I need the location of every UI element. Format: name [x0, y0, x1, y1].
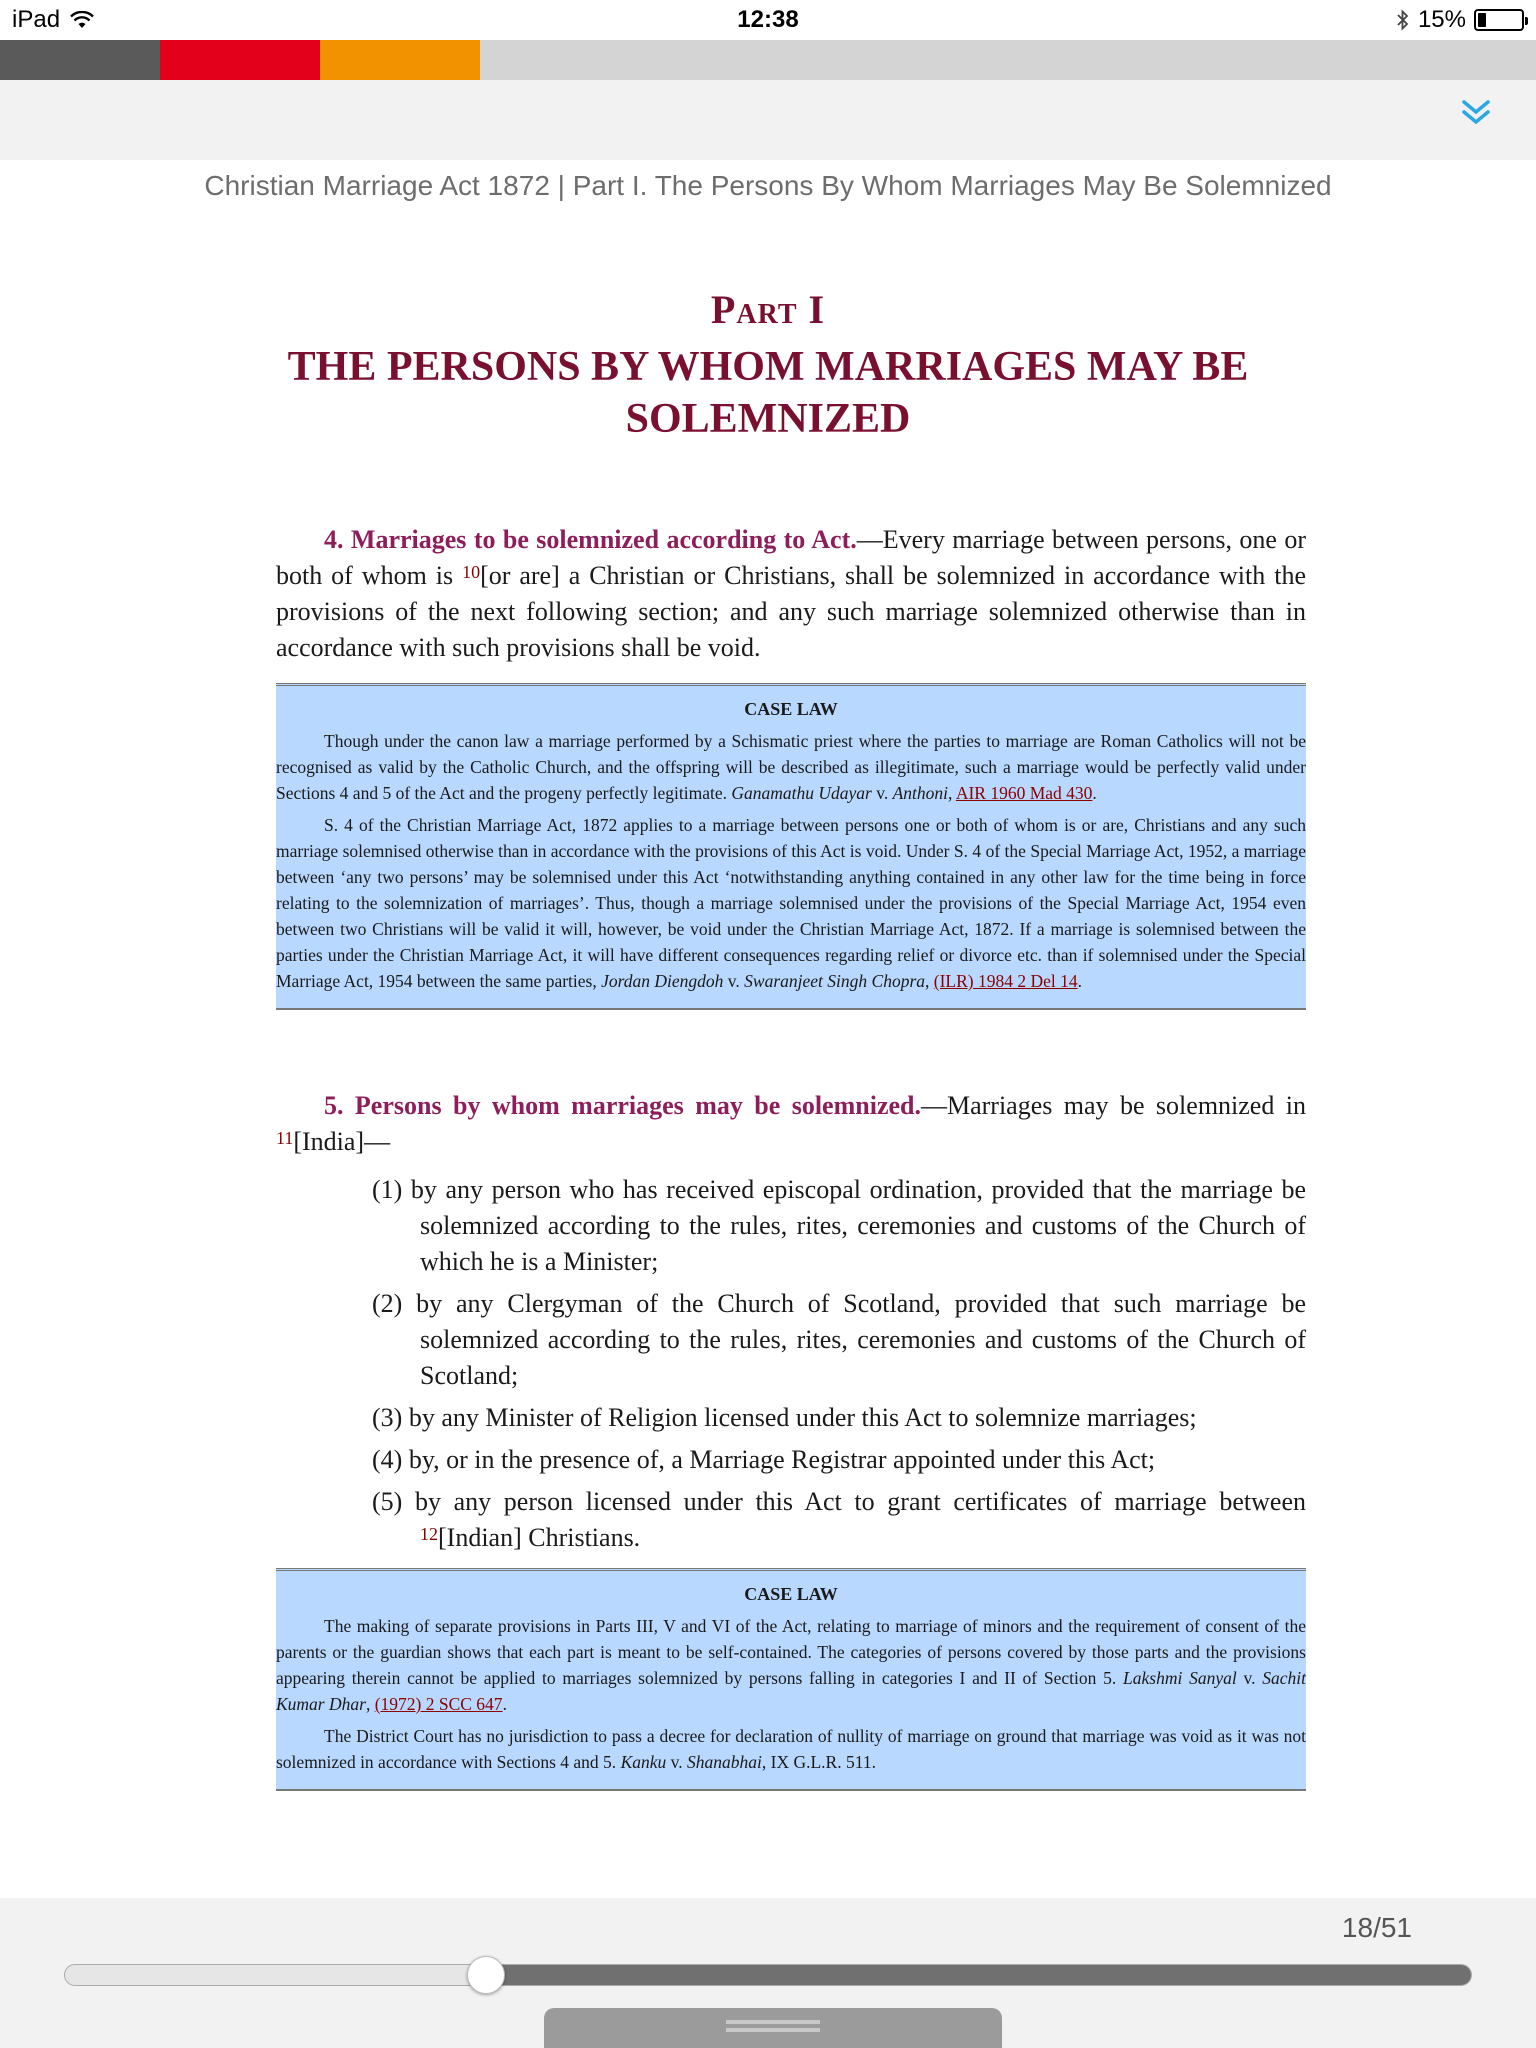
part-heading: THE PERSONS BY WHOM MARRIAGES MAY BE SOLEMNIZED — [287, 344, 1249, 442]
section-5-text-a: —Marriages may be solemnized in — [920, 1091, 1306, 1120]
color-tab[interactable] — [320, 40, 480, 80]
case-versus: v. — [666, 1752, 688, 1772]
battery-percent: 15% — [1417, 6, 1466, 33]
list-item: (3) by any Minister of Religion licensed under this Act to solemnize marriages; — [372, 1403, 1197, 1432]
case-party: Jordan Diengdoh — [601, 971, 724, 991]
bluetooth-icon — [1396, 9, 1410, 31]
case-law-box — [276, 683, 1306, 1010]
footnote-ref[interactable]: 11 — [276, 1128, 294, 1148]
footnote-ref[interactable]: 10 — [462, 562, 481, 582]
case-law-paragraph — [276, 728, 1306, 806]
list-item-text: (5) by any person licensed under this Act to grant certificates of marriage between — [372, 1487, 1306, 1516]
section-5 — [276, 1088, 1306, 1160]
page-slider-thumb[interactable] — [467, 1956, 505, 1994]
section-5-heading: 5. Persons by whom marriages may be solemnized. — [324, 1091, 921, 1120]
case-sep: , — [365, 1694, 375, 1714]
list-item — [372, 1484, 1306, 1556]
case-party: Swaranjeet Singh Chopra — [744, 971, 926, 991]
citation-link[interactable]: (1972) 2 SCC 647 — [374, 1694, 503, 1714]
list-item: (4) by, or in the presence of, a Marriage Registrar appointed under this Act; — [372, 1445, 1156, 1474]
section-4-text-a: —Every marriage between persons, one or both of whom is — [276, 525, 1307, 590]
reader-toolbar — [0, 80, 1536, 160]
color-tab[interactable] — [0, 40, 160, 80]
double-chevron-down-icon[interactable] — [1454, 90, 1498, 134]
list-item: (2) by any Clergyman of the Church of Scotland, provided that such marriage be solemnized according to the rules, rites, ceremonies and customs of the Church of Scotland; — [372, 1289, 1306, 1390]
drawer-handle[interactable] — [544, 2008, 1002, 2048]
case-party: Shanabhai — [687, 1752, 762, 1772]
color-tab[interactable] — [160, 40, 320, 80]
list-item: (1) by any person who has received episcopal ordination, provided that the marriage be solemnized according to the rules, rites, ceremonies and customs of the Church of which he is a Minister; — [372, 1175, 1306, 1276]
battery-icon — [1474, 9, 1524, 31]
case-text: S. 4 of the Christian Marriage Act, 1872 applies to a marriage between persons one or both of whom is or are, Christians and any such marriage solemnised otherwise than in accordance with the provisions of this Act is void. Under S. 4 of the Special Marriage Act, 1952, a marriage between ‘any two persons’ may be solemnised under this Act ‘notwithstanding anything contained in any other law for the time being in force relating to the solemnization of marriages’. Thus, though a marriage solemnised under the provisions of the Special Marriage Act, 1954 even between two Christians will be valid it will, however, be void under the Christian Marriage Act, 1872. If a marriage is solemnised between the parties under the Christian Marriage Act, it will have different consequences regarding relief or divorce etc. than if solemnised under the Special Marriage Act, 1954 between the same parties, — [276, 815, 1306, 991]
case-law-paragraph — [276, 1613, 1306, 1717]
running-header: Christian Marriage Act 1872 | Part I. The Persons By Whom Marriages May Be Solemnized — [204, 170, 1332, 201]
case-party: Ganamathu Udayar — [731, 783, 872, 803]
page-slider-track[interactable] — [64, 1964, 1472, 1986]
case-party: Sachit Kumar Dhar — [276, 1668, 1306, 1714]
clock: 12:38 — [737, 6, 799, 33]
case-law-title: CASE LAW — [744, 1584, 838, 1604]
case-versus: v. — [1236, 1668, 1263, 1688]
case-versus: v. — [723, 971, 745, 991]
part-title — [0, 286, 1536, 445]
case-text: The making of separate provisions in Parts III, V and VI of the Act, relating to marriage of minors and the requirement of consent of the parents or the guardian shows that each part is meant to be self-contained. The categories of persons covered by those parts and the provisions appearing therein cannot be applied to marriages solemnized by persons falling in categories I and II of Section 5. — [276, 1616, 1306, 1688]
section-4 — [276, 522, 1306, 666]
part-label: Part I — [710, 287, 826, 332]
case-end: . — [1077, 971, 1083, 991]
section-5-list — [372, 1172, 1306, 1562]
section-5-text-b: [India]— — [293, 1127, 391, 1156]
list-item-text: [Indian] Christians. — [438, 1523, 641, 1552]
device-label: iPad — [12, 6, 61, 33]
case-end: . — [502, 1694, 507, 1714]
case-party: Kanku — [620, 1752, 667, 1772]
section-4-text-b: [or are] a Christian or Christians, shall be solemnized in accordance with the provisions of the next following section; and any such marriage solemnized otherwise than in accordance with such provisions shall be void. — [276, 561, 1306, 662]
status-bar — [0, 0, 1536, 40]
case-end: . — [1092, 783, 1097, 803]
case-law-box — [276, 1568, 1306, 1791]
case-end: , IX G.L.R. 511. — [761, 1752, 876, 1772]
case-versus: v. — [871, 783, 893, 803]
case-law-paragraph — [276, 812, 1306, 994]
case-text: The District Court has no jurisdiction to pass a decree for declaration of nullity of marriage on ground that marriage was void as it was not solemnized in accordance with Sections 4 and 5. — [276, 1726, 1306, 1772]
page-indicator: 18/51 — [1341, 1912, 1412, 1943]
footnote-ref[interactable]: 12 — [420, 1524, 438, 1544]
case-law-title: CASE LAW — [744, 699, 838, 719]
case-party: Anthoni — [892, 783, 949, 803]
case-text: Though under the canon law a marriage performed by a Schismatic priest where the parties to marriage are Roman Catholics will not be recognised as valid by the Catholic Church, and the offspring will be described as illegitimate, such a marriage would be perfectly valid under Sections 4 and 5 of the Act and the progeny perfectly legitimate. — [276, 731, 1306, 803]
color-tab-bar — [0, 40, 1536, 80]
bottom-navigation-bar — [0, 1898, 1536, 2048]
case-sep: , — [925, 971, 934, 991]
citation-link[interactable]: (ILR) 1984 2 Del 14 — [933, 971, 1078, 991]
section-4-heading: 4. Marriages to be solemnized according to Act. — [324, 525, 857, 554]
citation-link[interactable]: AIR 1960 Mad 430 — [955, 783, 1093, 803]
case-party: Lakshmi Sanyal — [1123, 1668, 1237, 1688]
case-sep: , — [948, 783, 956, 803]
page-slider-fill — [487, 1965, 1471, 1985]
case-law-paragraph — [276, 1723, 1306, 1775]
